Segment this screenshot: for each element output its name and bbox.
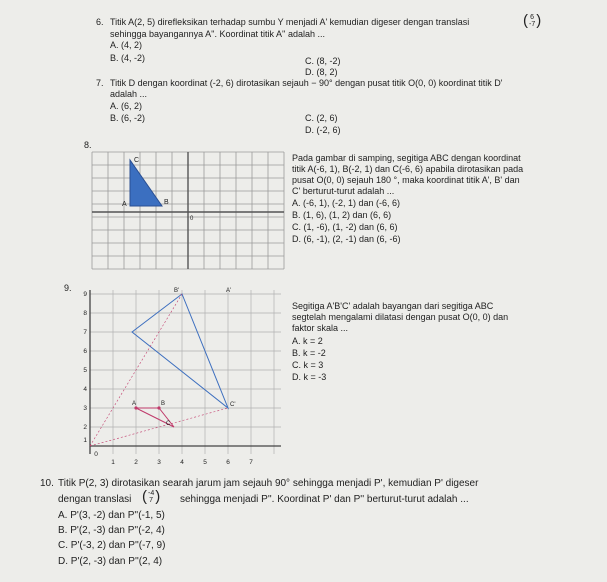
q9-ytick-9: 9 [83, 291, 87, 298]
q8-option-b[interactable]: B. (1, 6), (1, 2) dan (6, 6) [292, 210, 392, 220]
q9-label-c: C [166, 421, 171, 427]
q9-ytick-5: 5 [83, 367, 87, 374]
q9-y-tick-labels [83, 291, 87, 444]
q6-vec-bottom: -7 [529, 20, 536, 28]
q9-option-b[interactable]: B. k = -2 [292, 348, 326, 358]
q9-xtick-1: 1 [111, 459, 115, 466]
q9-option-a[interactable]: A. k = 2 [292, 336, 323, 346]
q9-text-line3: faktor skala ... [292, 323, 349, 333]
q9-text-line2: segtelah mengalami dilatasi dengan pusat O(0, 0) dan [292, 312, 509, 322]
q8-text-line4: C' berturut-turut adalah ... [292, 186, 395, 196]
q8-text-line2: titik A(-6, 1), B(-2, 1) dan C(-6, 6) apabila dirotasikan pada [292, 164, 524, 174]
q9-label-cprime: C' [230, 402, 236, 408]
q8-figure-grid [88, 146, 288, 276]
q10-option-b[interactable]: B. P'(2, -3) dan P''(-2, 4) [58, 525, 165, 536]
q9-xtick-2: 2 [134, 459, 138, 466]
q7-text-line1: Titik D dengan koordinat (-2, 6) dirotasikan sejauh − 90° dengan pusat titik O(0, 0) koordinat titik D' [110, 78, 503, 88]
q10-vec-top: -4 [148, 489, 155, 497]
q6-option-a[interactable]: A. (4, 2) [110, 40, 143, 50]
q9-xtick-7: 7 [249, 459, 253, 466]
q7-option-c[interactable]: C. (2, 6) [305, 113, 338, 123]
q10-text-line2b: sehingga menjadi P''. Koordinat P' dan P'' berturut-turut adalah ... [180, 494, 469, 505]
q10-text-line1: Titik P(2, 3) dirotasikan searah jarum jam sejauh 90° sehingga menjadi P', kemudian P' digeser [58, 478, 479, 489]
q9-x-tick-labels [94, 451, 253, 466]
q8-text-line3: pusat O(0, 0) sejauh 180 °, maka koordinat titik A', B' dan [292, 175, 520, 185]
q6-option-c[interactable]: C. (8, -2) [305, 56, 341, 66]
q9-ytick-6: 6 [83, 348, 87, 355]
q9-label-a: A [132, 401, 137, 407]
q8-label-c: C [134, 157, 140, 164]
q9-text-line1: Segitiga A'B'C' adalah bayangan dari segitiga ABC [292, 301, 494, 311]
q10-text-line2a: dengan translasi [58, 494, 132, 505]
q9-ytick-1: 1 [83, 437, 87, 444]
q9-option-d[interactable]: D. k = -3 [292, 372, 327, 382]
q9-label-bprime: B' [174, 288, 180, 294]
q6-number: 6. [96, 17, 104, 27]
q7-number: 7. [96, 78, 104, 88]
q8-option-a[interactable]: A. (-6, 1), (-2, 1) dan (-6, 6) [292, 198, 401, 208]
q9-label-b: B [161, 401, 166, 407]
q9-xtick-4: 4 [180, 459, 184, 466]
q6-text-line1: Titik A(2, 5) direfleksikan terhadap sumbu Y menjadi A' kemudian digeser dengan translasi [110, 17, 470, 27]
q9-xtick-3: 3 [157, 459, 161, 466]
q9-number: 9. [64, 283, 72, 293]
q9-xtick-5: 5 [203, 459, 207, 466]
q10-translation-vector: (-4 7 ) [142, 488, 161, 505]
q8-label-origin: 0 [190, 216, 194, 222]
q7-option-b[interactable]: B. (6, -2) [110, 113, 146, 123]
q9-ytick-7: 7 [83, 329, 87, 336]
q8-option-c[interactable]: C. (1, -6), (1, -2) dan (6, 6) [292, 222, 398, 232]
q8-option-d[interactable]: D. (6, -1), (2, -1) dan (6, -6) [292, 234, 401, 244]
q8-triangle-abc [130, 160, 162, 206]
q7-option-a[interactable]: A. (6, 2) [110, 101, 143, 111]
q9-option-c[interactable]: C. k = 3 [292, 360, 324, 370]
q8-label-a: A [122, 201, 127, 208]
q8-label-b: B [164, 199, 169, 206]
q10-option-d[interactable]: D. P'(2, -3) dan P''(2, 4) [58, 556, 163, 567]
q9-figure-grid [76, 284, 288, 474]
q9-grid-lines [90, 290, 281, 454]
q9-ytick-4: 4 [83, 386, 87, 393]
q10-number: 10. [40, 478, 54, 489]
q9-ytick-3: 3 [83, 405, 87, 412]
q7-option-d[interactable]: D. (-2, 6) [305, 125, 341, 135]
q6-option-b[interactable]: B. (4, -2) [110, 53, 146, 63]
q10-option-c[interactable]: C. P'(-3, 2) dan P''(-7, 9) [58, 540, 166, 551]
q6-option-d[interactable]: D. (8, 2) [305, 67, 338, 77]
q9-ytick-2: 2 [83, 424, 87, 431]
q9-xtick-6: 6 [226, 459, 230, 466]
q7-text-line2: adalah ... [110, 89, 148, 99]
q10-option-a[interactable]: A. P'(3, -2) dan P''(-1, 5) [58, 510, 165, 521]
q6-text-line2: sehingga bayangannya A''. Koordinat titik A'' adalah ... [110, 29, 326, 39]
q9-xtick-0: 0 [94, 451, 98, 458]
q8-number: 8. [84, 140, 92, 150]
q8-text-line1: Pada gambar di samping, segitiga ABC dengan koordinat [292, 153, 521, 163]
q6-vec-top: 6 [530, 13, 535, 21]
q9-label-aprime: A' [226, 288, 232, 294]
q9-ytick-8: 8 [83, 310, 87, 317]
q6-translation-vector: ( 6 -7) [523, 12, 542, 29]
q10-vec-bottom: 7 [149, 496, 154, 504]
